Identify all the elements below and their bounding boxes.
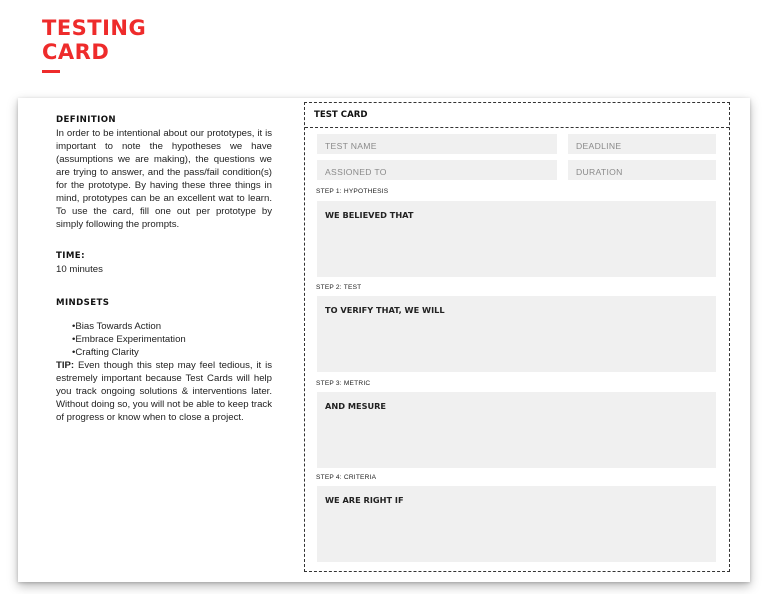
step-3-metric-box[interactable]: AND MESURE [317,392,716,468]
instructions-column [56,112,272,424]
step-2-label: STEP 2: TEST [316,284,362,291]
page-title-line-2: CARD [42,40,110,64]
step-1-hypothesis-box[interactable]: WE BELIEVED THAT [317,201,716,277]
test-card-header [305,103,729,128]
step-4-label: STEP 4: CRITERIA [316,474,377,481]
page-title-line-1: TESTING [42,16,147,40]
step-2-test-box[interactable]: TO VERIFY THAT, WE WILL [317,296,716,372]
tip-label: TIP: [56,360,75,371]
test-card-title: TEST CARD [314,110,368,120]
mindset-item: • Embrace Experimentation [72,333,272,346]
duration-field[interactable]: DURATION [568,160,716,180]
mindset-item: • Crafting Clarity [72,346,272,359]
test-name-field[interactable]: TEST NAME [317,134,557,154]
definition-heading: DEFINITION [56,115,117,125]
mindset-item: • Bias Towards Action [72,320,272,333]
step-1-label: STEP 1: HYPOTHESIS [316,188,389,195]
test-card [304,102,730,572]
deadline-field[interactable]: DEADLINE [568,134,716,154]
step-4-criteria-box[interactable]: WE ARE RIGHT IF [317,486,716,562]
title-underline [42,70,60,73]
step-3-label: STEP 3: METRIC [316,380,371,387]
mindsets-list [72,320,272,359]
page-title [42,16,146,64]
time-heading: TIME: [56,251,85,261]
time-text: 10 minutes [56,264,103,275]
definition-text: In order to be intentional about our prototypes, it is important to note the hypotheses we have (assumptions we are making), the questions we are trying to answer, and the pass/fail condition(s) for the prototype. By having these three things in mind, prototypes can be an excellent wat to learn. To use the card, fill one out per prototype by simply following the prompts. [56,128,272,230]
mindsets-heading: MINDSETS [56,298,110,308]
tip-text: Even though this step may feel tedious, it is estremely important because Test Cards will help you track ongoing solutions & interventions later. Without doing so, you will not be able to keep track of progress or know when to close a project. [56,360,272,423]
assigned-to-field[interactable]: ASSIONED TO [317,160,557,180]
card-sheet [18,98,750,582]
tip-paragraph [56,359,272,424]
